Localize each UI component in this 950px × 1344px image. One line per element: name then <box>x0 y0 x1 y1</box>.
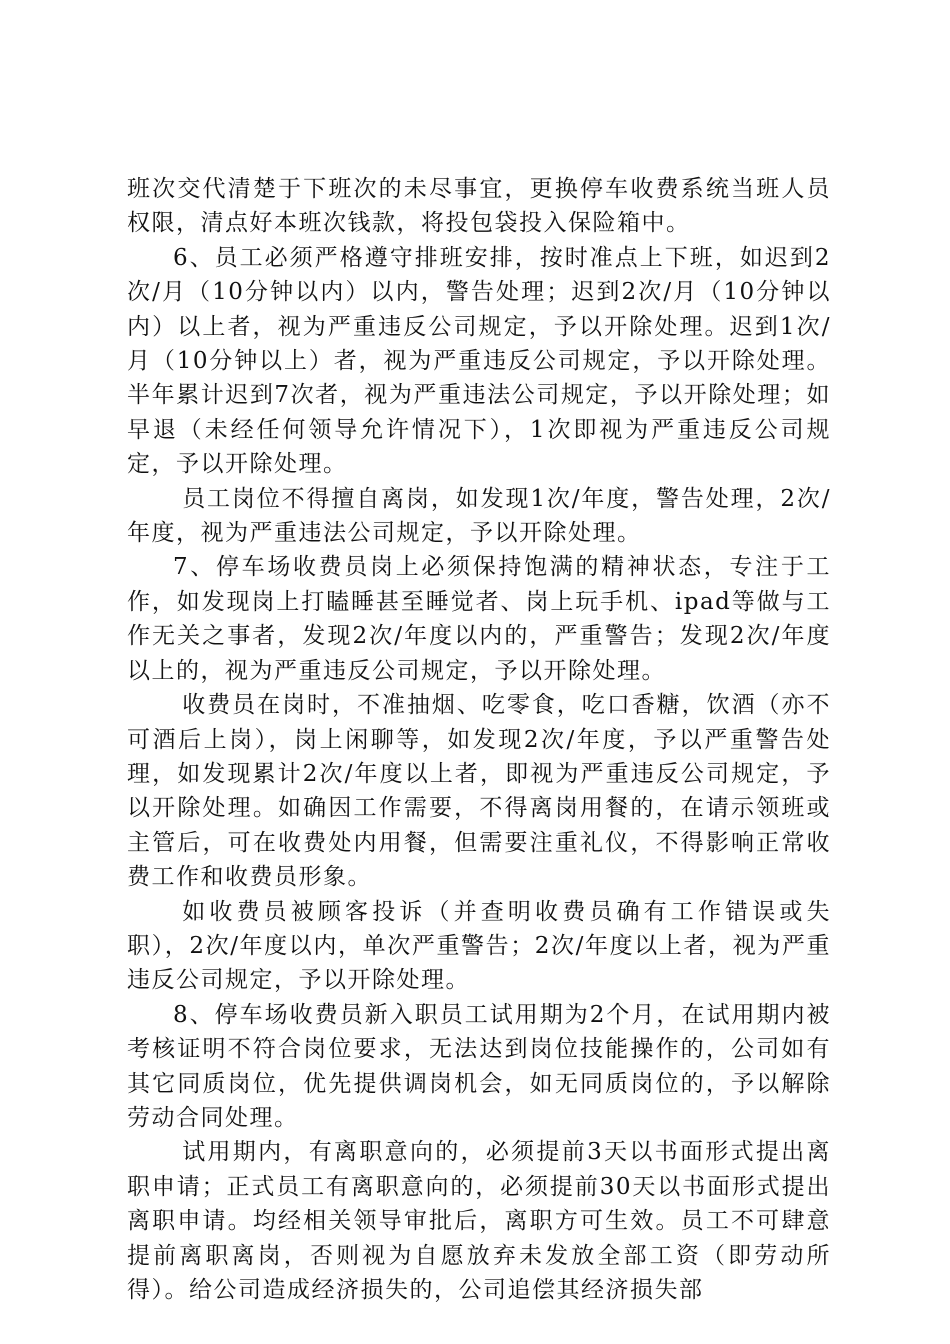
document-body <box>127 172 831 1307</box>
paragraph-rule-8: 8、停车场收费员新入职员工试用期为2个月，在试用期内被考核证明不符合岗位要求，无法达到岗位技能操作的，公司如有其它同质岗位，优先提供调岗机会，如无同质岗位的，予以解除劳动合同处理。 <box>127 1001 831 1131</box>
paragraph-rule-7: 7、停车场收费员岗上必须保持饱满的精神状态，专注于工作，如发现岗上打瞌睡甚至睡觉者、岗上玩手机、ipad等做与工作无关之事者，发现2次/年度以内的，严重警告；发现2次/年度以上的，视为严重违反公司规定，予以开除处理。 <box>127 554 831 684</box>
paragraph-resignation: 试用期内，有离职意向的，必须提前3天以书面形式提出离职申请；正式员工有离职意向的，必须提前30天以书面形式提出离职申请。均经相关领导审批后，离职方可生效。员工不可肆意提前离职离岗，否则视为自愿放弃未发放全部工资（即劳动所得）。给公司造成经济损失的，公司追偿其经济损失部 <box>127 1139 831 1303</box>
paragraph-complaints: 如收费员被顾客投诉（并查明收费员确有工作错误或失职），2次/年度以内，单次严重警告；2次/年度以上者，视为严重违反公司规定，予以开除处理。 <box>127 898 831 994</box>
paragraph-leave-post: 员工岗位不得擅自离岗，如发现1次/年度，警告处理，2次/年度，视为严重违法公司规定，予以开除处理。 <box>127 485 831 547</box>
paragraph-rule-6: 6、员工必须严格遵守排班安排，按时准点上下班，如迟到2次/月（10分钟以内）以内，警告处理；迟到2次/月（10分钟以内）以上者，视为严重违反公司规定，予以开除处理。迟到1次/月（10分钟以上）者，视为严重违反公司规定，予以开除处理。半年累计迟到7次者，视为严重违法公司规定，予以开除处理；如早退（未经任何领导允许情况下），1次即视为严重违反公司规定，予以开除处理。 <box>127 244 831 478</box>
paragraph-on-duty-conduct: 收费员在岗时，不准抽烟、吃零食，吃口香糖，饮酒（亦不可酒后上岗），岗上闲聊等，如发现2次/年度，予以严重警告处理，如发现累计2次/年度以上者，即视为严重违反公司规定，予以开除处理。如确因工作需要，不得离岗用餐的，在请示领班或主管后，可在收费处内用餐，但需要注重礼仪，不得影响正常收费工作和收费员形象。 <box>127 692 831 891</box>
paragraph-continuation: 班次交代清楚于下班次的未尽事宜，更换停车收费系统当班人员权限，清点好本班次钱款，将投包袋投入保险箱中。 <box>127 176 831 237</box>
